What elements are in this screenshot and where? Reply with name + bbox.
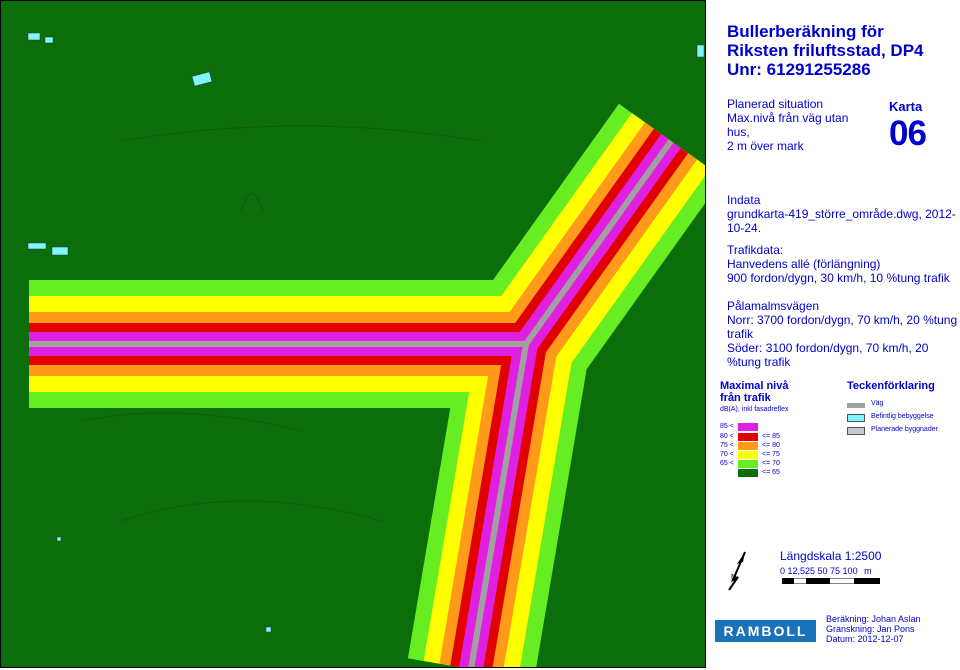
noise-swatch — [738, 451, 758, 459]
building — [697, 45, 704, 57]
building — [52, 247, 68, 255]
title-line-3: Unr: 61291255286 — [727, 60, 871, 79]
road2-north: Norr: 3700 fordon/dygn, 70 km/h, 20 %tung trafik — [727, 313, 958, 341]
scale-title: Längdskala 1:2500 — [780, 549, 882, 563]
building — [28, 243, 46, 249]
noise-swatch — [738, 423, 758, 431]
noise-row-right: <= 80 — [762, 442, 780, 449]
noise-row-right: <= 65 — [762, 469, 780, 476]
scale-bar — [782, 578, 880, 584]
symbol-label: Befintlig bebyggelse — [871, 413, 934, 420]
building — [28, 33, 40, 40]
traffic-label: Trafikdata: — [727, 243, 784, 257]
noise-map-canvas — [1, 1, 706, 668]
credit-date: Datum: 2012-12-07 — [826, 634, 904, 644]
info-panel — [707, 0, 960, 670]
indata-label: Indata — [727, 193, 761, 207]
noise-swatch — [738, 442, 758, 450]
noise-legend-title-2: från trafik — [720, 392, 771, 404]
title-line-1: Bullerberäkning för — [727, 22, 884, 41]
noise-legend — [720, 380, 789, 476]
noise-row — [720, 451, 780, 458]
symbol-label: Planerade byggnader — [871, 426, 938, 433]
indata-file: grundkarta-419_större_område.dwg, 2012-10-24. — [727, 207, 956, 235]
scale-tick-labels: 0 12,525 50 75 100 — [780, 566, 858, 576]
road1-name: Hanvedens allé (förlängning) — [727, 257, 881, 271]
situation-line-1: Planerad situation — [727, 97, 824, 111]
karta-label: Karta — [889, 99, 923, 114]
noise-swatch — [738, 460, 758, 468]
noise-row — [720, 423, 734, 430]
noise-row-left: 75 < — [720, 442, 734, 449]
noise-legend-unit: dB(A), inkl fasadreflex — [720, 406, 789, 413]
road2-name: Pålamalmsvägen — [727, 299, 820, 313]
indata-block — [727, 193, 960, 235]
noise-row — [720, 442, 780, 449]
noise-row-left: 65 < — [720, 460, 734, 467]
credit-review: Granskning: Jan Pons — [826, 624, 915, 634]
noise-swatch — [738, 469, 758, 477]
credits — [826, 614, 921, 644]
north-label: N — [731, 573, 737, 582]
north-arrow-icon — [725, 550, 749, 592]
noise-row-left: 85 < — [720, 423, 734, 430]
traffic-data — [727, 243, 960, 369]
title-line-2: Riksten friluftsstad, DP4 — [727, 41, 924, 60]
building — [266, 627, 271, 632]
noise-swatch — [738, 433, 758, 441]
symbol-label: Väg — [871, 400, 884, 407]
planned-building-swatch — [847, 427, 865, 435]
situation-text — [727, 97, 867, 153]
road-swatch — [847, 403, 865, 408]
building — [45, 37, 53, 43]
road2-south: Söder: 3100 fordon/dygn, 70 km/h, 20 %tung trafik — [727, 341, 929, 369]
noise-legend-title-1: Maximal nivå — [720, 380, 789, 392]
noise-row — [720, 460, 780, 467]
ramboll-logo: RAMBOLL — [715, 620, 816, 642]
noise-row-left: 80 < — [720, 433, 734, 440]
noise-row-right: <= 75 — [762, 451, 780, 458]
situation-line-2: Max.nivå från väg utan hus, — [727, 111, 849, 139]
symbol-legend-title: Teckenförklaring — [847, 380, 935, 392]
noise-row-right: <= 70 — [762, 460, 780, 467]
credit-calculation: Beräkning: Johan Aslan — [826, 614, 921, 624]
scale-unit: m — [864, 566, 872, 576]
building — [57, 537, 61, 541]
noise-row — [720, 433, 780, 440]
existing-building-swatch — [847, 414, 865, 422]
symbol-legend — [847, 380, 938, 433]
report-title — [727, 22, 924, 79]
karta-number: 06 — [889, 114, 926, 153]
road1-data: 900 fordon/dygn, 30 km/h, 10 %tung trafik — [727, 271, 950, 285]
noise-row-left: 70 < — [720, 451, 734, 458]
scale-ticks — [780, 566, 872, 576]
noise-row-right: <= 85 — [762, 433, 780, 440]
situation-line-3: 2 m över mark — [727, 139, 804, 153]
